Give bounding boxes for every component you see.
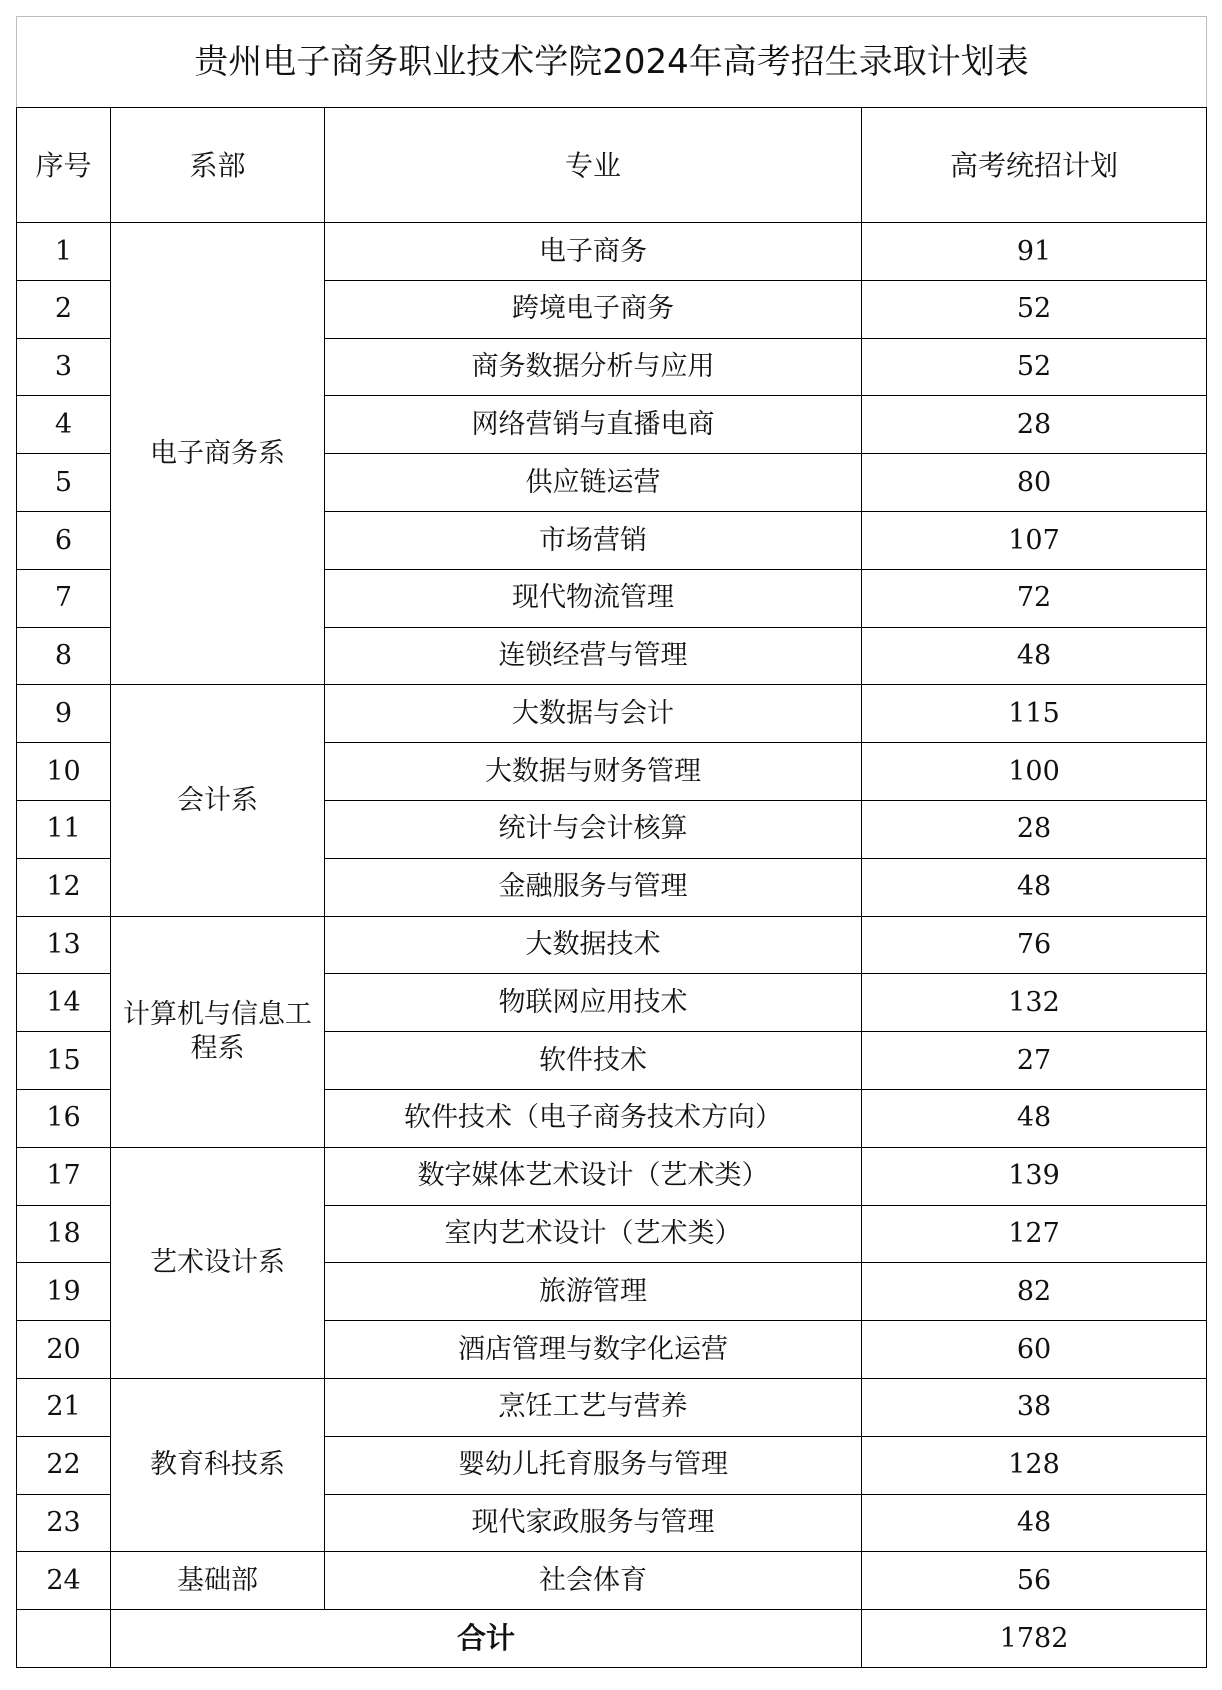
plan-count: 52 [862, 280, 1207, 338]
row-index: 20 [17, 1321, 111, 1379]
plan-count: 48 [862, 1089, 1207, 1147]
row-index: 9 [17, 685, 111, 743]
major-name: 大数据与会计 [325, 685, 862, 743]
row-index: 13 [17, 916, 111, 974]
row-index: 5 [17, 454, 111, 512]
plan-count: 76 [862, 916, 1207, 974]
row-index: 16 [17, 1089, 111, 1147]
major-name: 软件技术 [325, 1032, 862, 1090]
plan-count: 82 [862, 1263, 1207, 1321]
header-row [17, 108, 1207, 223]
major-name: 统计与会计核算 [325, 800, 862, 858]
row-index: 11 [17, 800, 111, 858]
table-row [17, 1378, 1207, 1436]
table-row [17, 223, 1207, 281]
total-row [17, 1610, 1207, 1668]
plan-count: 72 [862, 569, 1207, 627]
department-name: 电子商务系 [111, 223, 325, 685]
plan-count: 139 [862, 1147, 1207, 1205]
header-index: 序号 [17, 108, 111, 223]
major-name: 烹饪工艺与营养 [325, 1378, 862, 1436]
major-name: 旅游管理 [325, 1263, 862, 1321]
row-index: 18 [17, 1205, 111, 1263]
header-department: 系部 [111, 108, 325, 223]
table-row [17, 1147, 1207, 1205]
enrollment-plan-table [16, 16, 1207, 1668]
total-value: 1782 [862, 1610, 1207, 1668]
plan-count: 48 [862, 1494, 1207, 1552]
row-index: 12 [17, 858, 111, 916]
table-body [17, 17, 1207, 1668]
plan-count: 56 [862, 1552, 1207, 1610]
department-name: 基础部 [111, 1552, 325, 1610]
plan-count: 128 [862, 1436, 1207, 1494]
row-index: 8 [17, 627, 111, 685]
plan-count: 60 [862, 1321, 1207, 1379]
major-name: 供应链运营 [325, 454, 862, 512]
plan-count: 38 [862, 1378, 1207, 1436]
row-index: 23 [17, 1494, 111, 1552]
row-index: 3 [17, 338, 111, 396]
plan-count: 48 [862, 627, 1207, 685]
total-blank-cell [17, 1610, 111, 1668]
table-row [17, 685, 1207, 743]
major-name: 市场营销 [325, 511, 862, 569]
row-index: 19 [17, 1263, 111, 1321]
title-row [17, 17, 1207, 108]
major-name: 现代物流管理 [325, 569, 862, 627]
major-name: 连锁经营与管理 [325, 627, 862, 685]
major-name: 室内艺术设计（艺术类） [325, 1205, 862, 1263]
plan-count: 28 [862, 396, 1207, 454]
major-name: 商务数据分析与应用 [325, 338, 862, 396]
plan-count: 132 [862, 974, 1207, 1032]
row-index: 24 [17, 1552, 111, 1610]
plan-count: 107 [862, 511, 1207, 569]
plan-count: 27 [862, 1032, 1207, 1090]
header-major: 专业 [325, 108, 862, 223]
row-index: 22 [17, 1436, 111, 1494]
table-row [17, 1552, 1207, 1610]
major-name: 金融服务与管理 [325, 858, 862, 916]
department-name: 艺术设计系 [111, 1147, 325, 1378]
row-index: 7 [17, 569, 111, 627]
row-index: 15 [17, 1032, 111, 1090]
major-name: 酒店管理与数字化运营 [325, 1321, 862, 1379]
plan-count: 100 [862, 743, 1207, 801]
major-name: 网络营销与直播电商 [325, 396, 862, 454]
row-index: 4 [17, 396, 111, 454]
plan-count: 80 [862, 454, 1207, 512]
row-index: 21 [17, 1378, 111, 1436]
row-index: 6 [17, 511, 111, 569]
major-name: 社会体育 [325, 1552, 862, 1610]
row-index: 2 [17, 280, 111, 338]
major-name: 大数据技术 [325, 916, 862, 974]
major-name: 大数据与财务管理 [325, 743, 862, 801]
major-name: 现代家政服务与管理 [325, 1494, 862, 1552]
major-name: 电子商务 [325, 223, 862, 281]
row-index: 17 [17, 1147, 111, 1205]
table-title: 贵州电子商务职业技术学院2024年高考招生录取计划表 [17, 17, 1207, 108]
row-index: 10 [17, 743, 111, 801]
major-name: 婴幼儿托育服务与管理 [325, 1436, 862, 1494]
header-plan: 高考统招计划 [862, 108, 1207, 223]
plan-count: 127 [862, 1205, 1207, 1263]
plan-count: 115 [862, 685, 1207, 743]
major-name: 数字媒体艺术设计（艺术类） [325, 1147, 862, 1205]
plan-count: 28 [862, 800, 1207, 858]
major-name: 软件技术（电子商务技术方向） [325, 1089, 862, 1147]
row-index: 1 [17, 223, 111, 281]
table-row [17, 916, 1207, 974]
department-name: 会计系 [111, 685, 325, 916]
department-name: 教育科技系 [111, 1378, 325, 1551]
total-label: 合计 [111, 1610, 862, 1668]
major-name: 跨境电子商务 [325, 280, 862, 338]
row-index: 14 [17, 974, 111, 1032]
enrollment-plan-sheet [16, 16, 1206, 1668]
department-name: 计算机与信息工程系 [111, 916, 325, 1147]
plan-count: 52 [862, 338, 1207, 396]
plan-count: 91 [862, 223, 1207, 281]
major-name: 物联网应用技术 [325, 974, 862, 1032]
plan-count: 48 [862, 858, 1207, 916]
